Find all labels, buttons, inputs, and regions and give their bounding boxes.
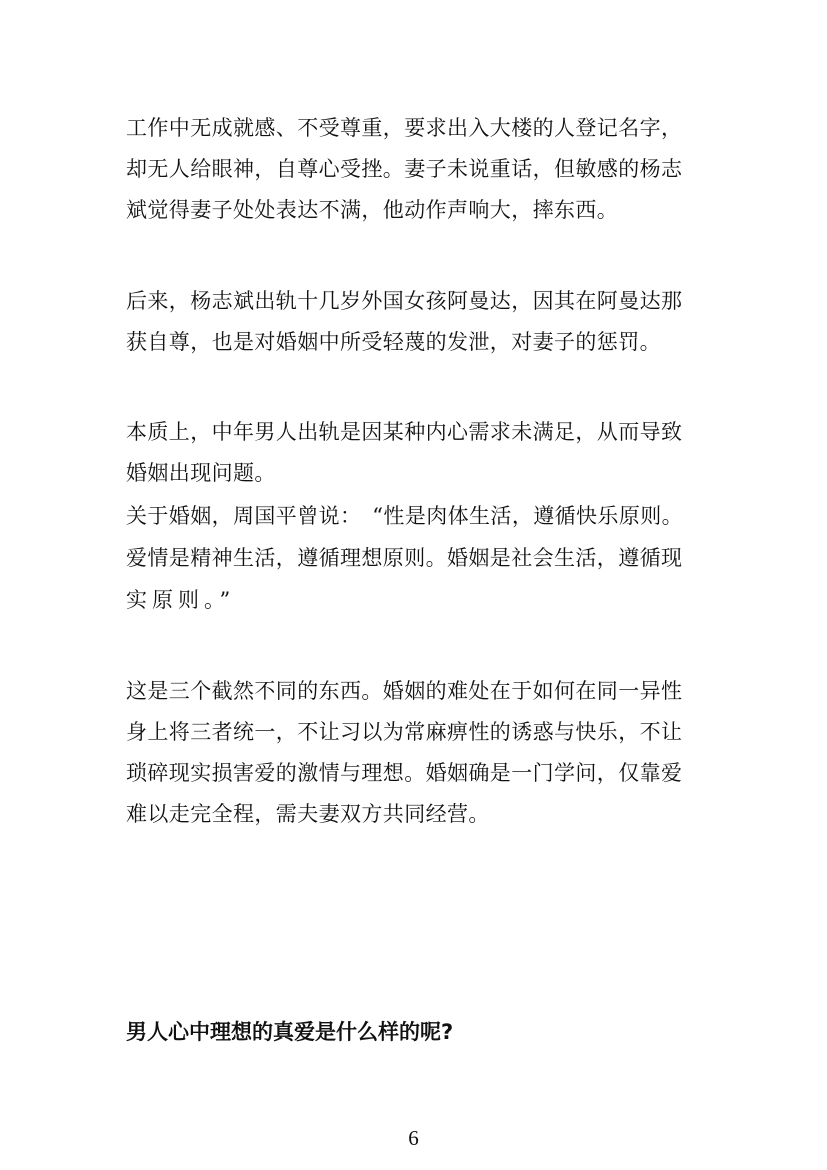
paragraph-3-line-4: 爱情是精神生活，遵循理想原则。婚姻是社会生活，遵循现 bbox=[126, 546, 683, 570]
paragraph-3-line-2: 婚姻出现问题。 bbox=[126, 461, 276, 485]
section-heading: 男人心中理想的真爱是什么样的呢? bbox=[126, 1020, 454, 1044]
paragraph-4-line-1: 这是三个截然不同的东西。婚姻的难处在于如何在同一异性 bbox=[126, 679, 683, 703]
paragraph-2-line-2: 获自尊，也是对婚姻中所受轻蔑的发泄，对妻子的惩罚。 bbox=[126, 330, 661, 354]
paragraph-3-line-1: 本质上，中年男人出轨是因某种内心需求未满足，从而导致 bbox=[126, 420, 683, 444]
paragraph-2-line-1: 后来，杨志斌出轨十几岁外国女孩阿曼达，因其在阿曼达那 bbox=[126, 289, 683, 313]
paragraph-3-line-5: 实原则。” bbox=[126, 588, 236, 612]
paragraph-4-line-3: 琐碎现实损害爱的激情与理想。婚姻确是一门学问，仅靠爱 bbox=[126, 761, 683, 785]
paragraph-1-line-1: 工作中无成就感、不受尊重，要求出入大楼的人登记名字， bbox=[126, 116, 683, 140]
paragraph-3-line-3: 关于婚姻，周国平曾说： “性是肉体生活，遵循快乐原则。 bbox=[126, 504, 684, 528]
paragraph-4-line-4: 难以走完全程，需夫妻双方共同经营。 bbox=[126, 802, 490, 826]
page-number: 6 bbox=[408, 1126, 419, 1150]
paragraph-1-line-2: 却无人给眼神，自尊心受挫。妻子未说重话，但敏感的杨志 bbox=[126, 157, 683, 181]
paragraph-1-line-3: 斌觉得妻子处处表达不满，他动作声响大，摔东西。 bbox=[126, 198, 619, 222]
paragraph-4-line-2: 身上将三者统一，不让习以为常麻痹性的诱惑与快乐，不让 bbox=[126, 720, 683, 744]
